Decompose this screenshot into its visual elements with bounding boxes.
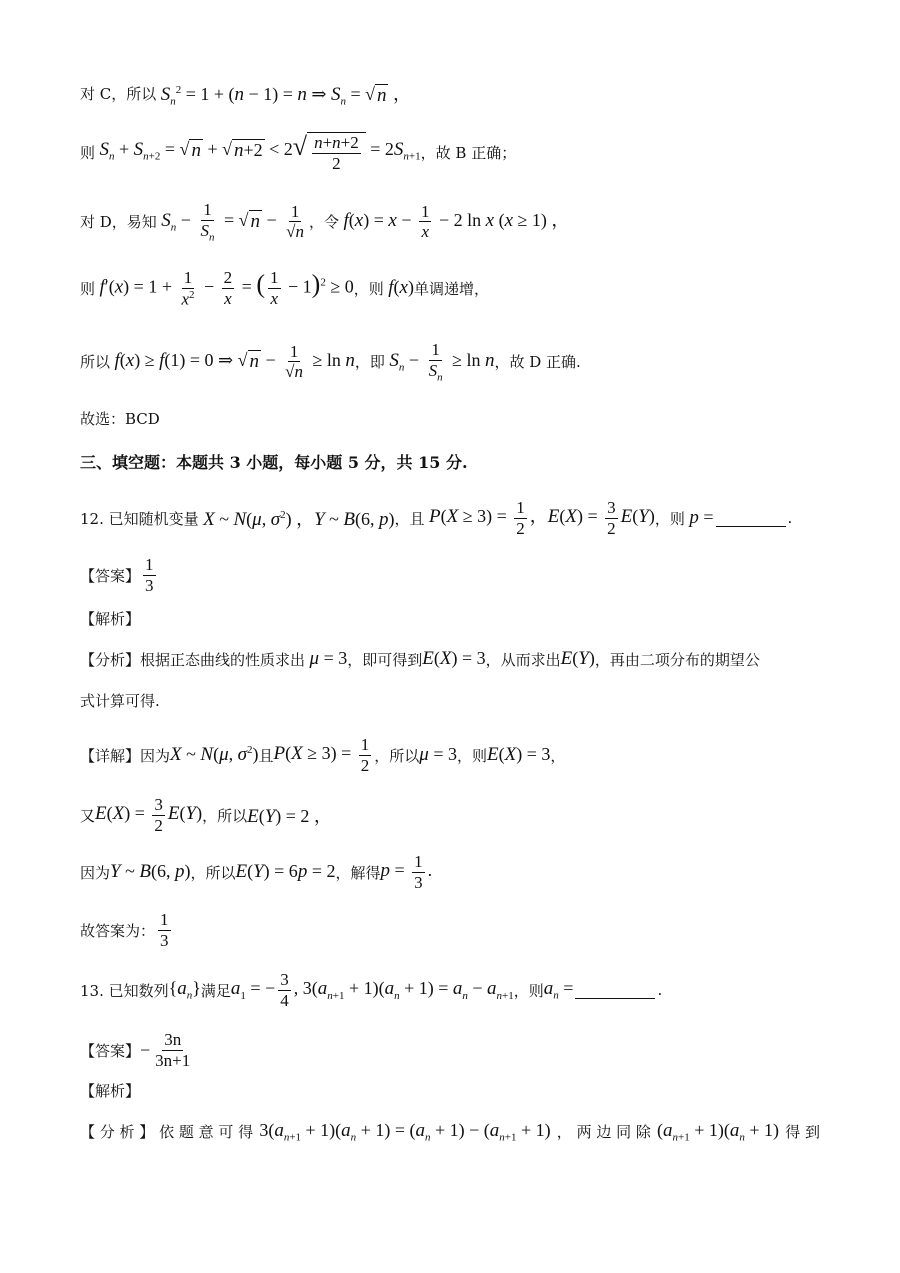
text-ie: ，即 — [354, 353, 385, 372]
answer-13-value — [153, 1030, 192, 1070]
formula-mu-3: μ = 3 — [309, 648, 348, 669]
formula-q12-p: p = — [689, 507, 714, 529]
formula-f-prime: f′(x) = 1 + $\frac{1}{x^2}$ − $\frac{2}{x}$ = ( $\frac{1}{x}$ − 1)$^2$ ≥ 0 — [99, 268, 354, 309]
detail-12-line1 — [80, 735, 565, 775]
answer-blank-12 — [716, 510, 786, 527]
answer-12-denominator: 3 — [145, 575, 154, 595]
analysis-label-12 — [80, 608, 140, 629]
formula-ex-3: E(X) = 3 — [422, 648, 486, 669]
text-increasing-then: ，则 — [353, 279, 384, 298]
detail-label: 【详解】因为 — [80, 746, 171, 765]
answer-13-numerator: 3n — [164, 1030, 182, 1049]
answer-13: 【答案】 − $\frac{3n}{3n+1}$ — [80, 1030, 191, 1070]
text-yinwei: 因为 — [80, 863, 111, 882]
line-c-statement — [80, 80, 411, 108]
question-12: 12. 已知随机变量 X ~ N(μ, $\sigma^2$) ，Y ~ B(6, p) ，且 P(X ≥ 3) = $\frac{1}{2}$ ，E(X) = $\frac{3}{2}$ E(Y) ，则 p = . — [80, 498, 793, 538]
question-13: 13. 已知数列 $\{a_n\}$ 满足 $a_1$ = − $\frac{3}{4}$ , $3(a_{n+1} + 1)(a_n + 1) = a_n - a_{n+1}$ ，则 $a_n$ = . — [80, 970, 663, 1010]
answer-12-numerator: 1 — [145, 555, 154, 574]
analysis-label-2: 【解析】 — [80, 1082, 141, 1100]
formula-f-def: f(x) = x − $\frac{1}{x}$ − 2 ln x (x ≥ 1) ， — [343, 201, 570, 242]
analysis-label-13 — [80, 1080, 140, 1101]
text-b-correct: ，故 B 正确； — [420, 144, 517, 163]
text-suoyi-2: ，所以 — [202, 806, 248, 825]
fenxi12-a: 【分析】根据正态曲线的性质求出 — [80, 650, 306, 669]
fenxi13-label: 【 分 析 】 依 题 意 可 得 — [80, 1123, 254, 1142]
formula-q13-seq: $\{a_n\}$ — [168, 978, 201, 1002]
text-gudaan: 故答案为： — [80, 921, 156, 940]
q13-intro: 13. 已知数列 — [80, 981, 169, 1000]
answer-blank-13 — [575, 982, 655, 999]
formula-detail-mu: μ = 3 — [419, 744, 457, 766]
text-increasing: 单调递增， — [413, 279, 489, 298]
q13-then: ，则 — [513, 981, 544, 1000]
formula-sn-ln: $S_n$ − $\frac{1}{S_n}$ ≥ ln n — [389, 340, 495, 383]
text-c-part: 对 C，所以 — [80, 85, 157, 104]
text-choose: 故选：BCD — [80, 410, 160, 428]
text-let: ，令 — [309, 213, 340, 232]
fenxi12-b: ，即可得到 — [347, 650, 423, 669]
text-ze: ，则 — [456, 746, 487, 765]
final-answer-12 — [80, 910, 174, 950]
formula-fenxi13-b: $(a_{n+1} + 1)(a_n + 1)$ — [657, 1120, 780, 1144]
formula-q13-an: $a_n$ = — [543, 978, 574, 1002]
fenxi12-e: 式计算可得. — [80, 692, 160, 710]
answer-13-denominator: 3n+1 — [155, 1050, 191, 1070]
formula-detail-6p: E(Y) = 6p = 2 — [235, 861, 336, 883]
text-so: 所以 — [80, 353, 111, 372]
answer-label-12: 【答案】 — [80, 566, 141, 585]
answer-12 — [80, 555, 159, 595]
formula-detail-ex: E(X) = 3 — [486, 744, 551, 766]
text-jiede: ，解得 — [335, 863, 381, 882]
fenxi12-d: ，再由二项分布的期望公 — [594, 650, 760, 669]
formula-fx: f(x) — [388, 277, 414, 299]
formula-detail-p: p = $\frac{1}{3}$ . — [380, 852, 433, 892]
section-header — [80, 450, 468, 473]
formula-detail-prob: P(X ≥ 3) = $\frac{1}{2}$ — [273, 735, 370, 775]
fenxi13-mid: ， 两 边 同 除 — [556, 1123, 651, 1142]
q12-then: ，则 — [654, 509, 685, 528]
formula-sn-squared: $S_n^2 = 1 + (n - 1) = n$ ⇒ $S_n$ = √ n ， — [160, 84, 411, 108]
formula-fenxi13-a: $3(a_{n+1} + 1)(a_n + 1) = (a_n + 1) - (a_{n+1} + 1)$ — [259, 1120, 551, 1144]
text-d-correct: ，故 D 正确. — [494, 353, 581, 372]
text-qie: 且 — [258, 746, 274, 765]
formula-d-known: $S_n$ − $\frac{1}{S_n}$ = √ n − $\frac{1}{√n}$ — [161, 200, 304, 243]
fenxi12-c: ，从而求出 — [485, 650, 561, 669]
detail-12-line2 — [80, 795, 332, 835]
text-then-2: 则 — [80, 279, 96, 298]
answer-label-13: 【答案】 — [80, 1041, 141, 1060]
fenxi-12-line2 — [80, 690, 160, 711]
final-answer-12-value: $\frac{1}{3}$ — [160, 910, 169, 950]
q12-intro: 12. 已知随机变量 — [80, 509, 199, 528]
formula-detail-ey-2: E(Y) = 2 ， — [247, 806, 332, 828]
line-d-statement — [80, 200, 569, 244]
analysis-label: 【解析】 — [80, 610, 141, 628]
formula-sn-sum: $S_n + S_{n+2}$ = √ n + √ n+2 < 2 √ $\frac{n+n+2}{2}$ = $2S_{n+1}$ — [99, 132, 421, 173]
text-you: 又 — [80, 806, 96, 825]
line-b-inequality — [80, 132, 516, 173]
fenxi-13 — [80, 1120, 820, 1144]
formula-detail-binom: Y ~ B(6, p) — [110, 861, 191, 883]
formula-q12-normal: X ~ N(μ, $\sigma^2$) ，Y ~ B(6, p) — [203, 509, 395, 531]
text-suoyi-3: ，所以 — [190, 863, 236, 882]
formula-detail-normal: X ~ N(μ, $\sigma^2$) — [170, 744, 259, 766]
answer-12-value — [143, 555, 156, 595]
line-choose — [80, 408, 160, 429]
line-derivative — [80, 268, 489, 309]
formula-q13-conditions: $a_1$ = − $\frac{3}{4}$ , $3(a_{n+1} + 1)(a_n + 1) = a_n - a_{n+1}$ — [230, 970, 514, 1010]
text-then: 则 — [80, 144, 96, 163]
detail-12-line3 — [80, 852, 432, 892]
fenxi13-end: 得 到 — [785, 1123, 820, 1142]
text-d-part: 对 D，易知 — [80, 213, 157, 232]
section-title: 三、填空题：本题共 3 小题，每小题 5 分，共 15 分. — [80, 453, 468, 472]
formula-ey: E(Y) — [560, 648, 595, 669]
formula-detail-ex-ey: E(X) = $\frac{3}{2}$ E(Y) — [95, 795, 203, 835]
text-comma: ， — [550, 746, 566, 765]
line-d-conclusion — [80, 340, 581, 384]
q12-and: ，且 — [394, 509, 425, 528]
q13-satisfy: 满足 — [200, 981, 231, 1000]
text-suoyi: ，所以 — [374, 746, 420, 765]
formula-fx-ge: f(x) ≥ f(1) = 0 ⇒ √ n − $\frac{1}{√n}$ ≥ ln n — [114, 341, 355, 382]
formula-q12-conditions: P(X ≥ 3) = $\frac{1}{2}$ ，E(X) = $\frac{3}{2}$ E(Y) — [429, 498, 655, 538]
fenxi-12-line1 — [80, 648, 760, 670]
